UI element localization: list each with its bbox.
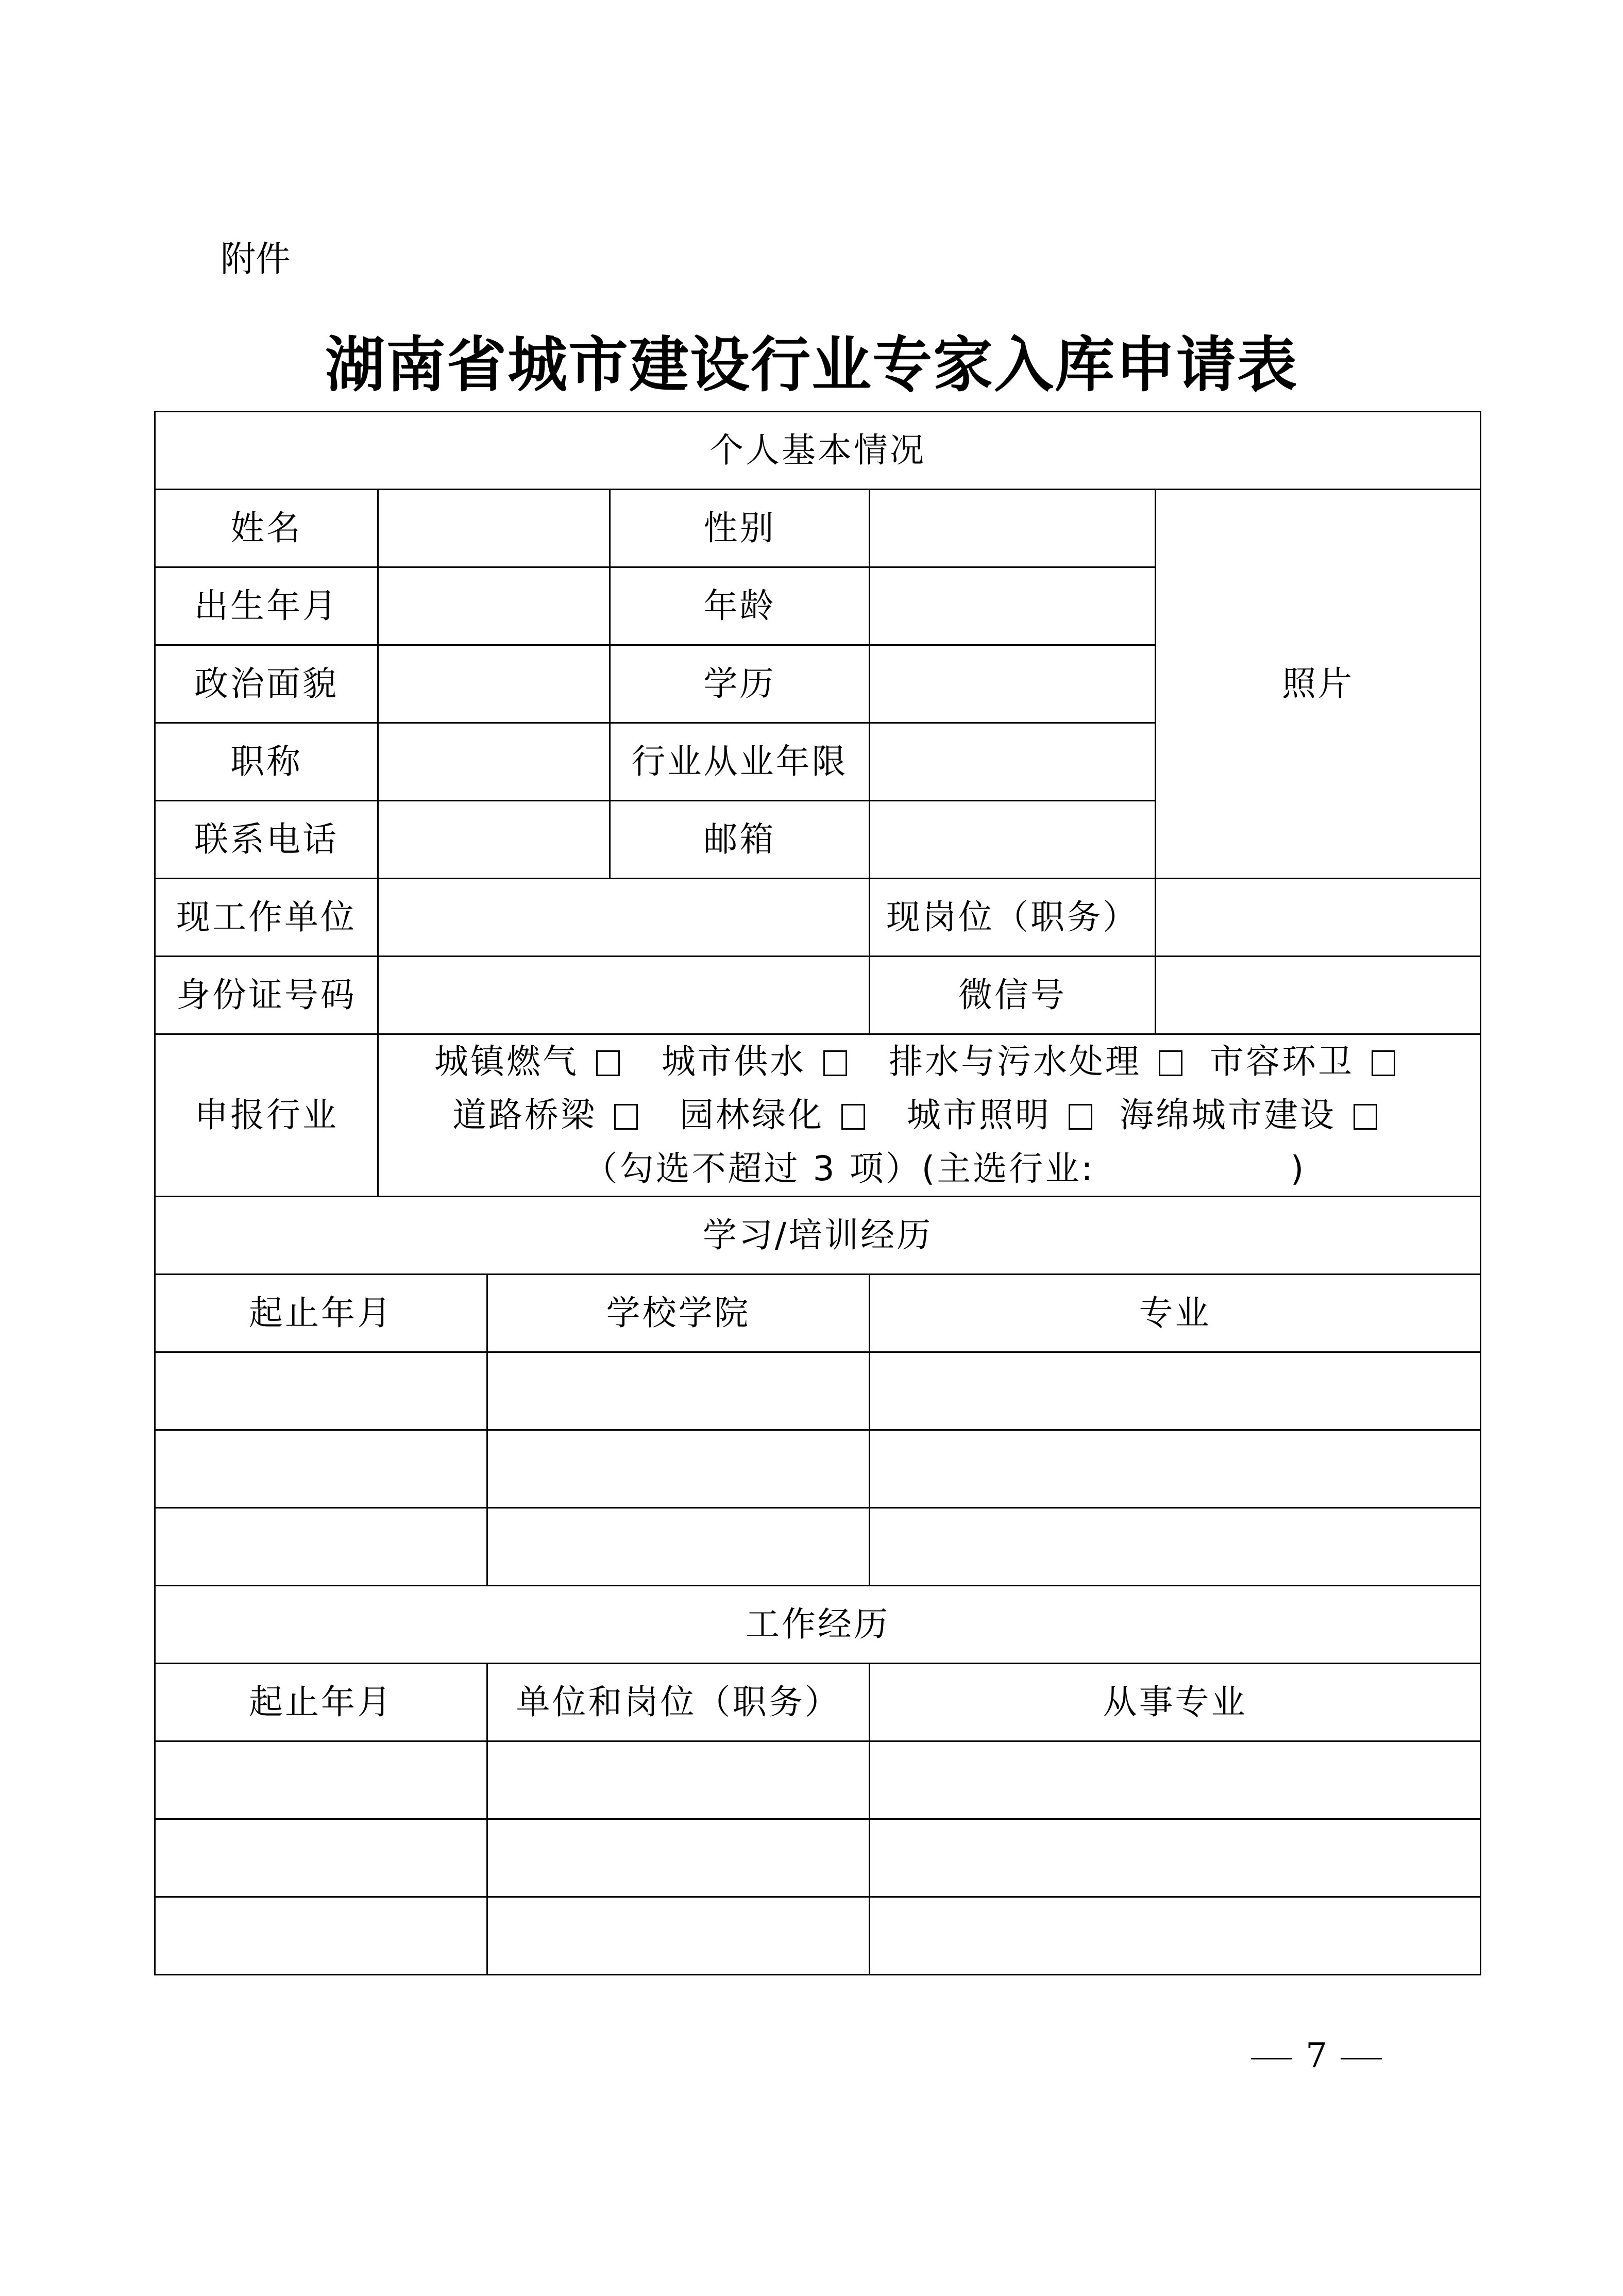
page-number-value: 7: [1306, 2036, 1327, 2075]
field-email[interactable]: [870, 801, 1156, 879]
label-email: 邮箱: [610, 801, 870, 879]
study-cell-school[interactable]: [487, 1430, 870, 1508]
work-cell-specialty[interactable]: [870, 1897, 1481, 1975]
field-gender[interactable]: [870, 490, 1156, 567]
work-header-period: 起止年月: [155, 1664, 487, 1741]
dash-left: [1251, 2058, 1292, 2059]
study-cell-period[interactable]: [155, 1352, 487, 1430]
work-cell-period[interactable]: [155, 1819, 487, 1897]
study-cell-period[interactable]: [155, 1430, 487, 1508]
photo-cell[interactable]: 照片: [1156, 490, 1481, 879]
label-name: 姓名: [155, 490, 378, 567]
label-political: 政治面貌: [155, 645, 378, 723]
section-personal-info: 个人基本情况: [155, 412, 1481, 490]
checkbox-icon[interactable]: [1159, 1050, 1182, 1076]
industry-note: [379, 1142, 1480, 1196]
study-cell-school[interactable]: [487, 1508, 870, 1586]
work-header-specialty: 从事专业: [870, 1664, 1481, 1741]
field-title[interactable]: [378, 723, 610, 801]
checkbox-icon[interactable]: [841, 1104, 865, 1130]
field-age[interactable]: [870, 567, 1156, 645]
form-title: 湖南省城市建设行业专家入库申请表: [325, 330, 1298, 400]
field-wechat[interactable]: [1156, 957, 1481, 1034]
industry-option-label: 城市照明: [906, 1095, 1051, 1135]
industry-option[interactable]: [680, 1095, 880, 1135]
industry-option-label: 排水与污水处理: [888, 1042, 1141, 1081]
study-header-school: 学校学院: [487, 1275, 870, 1352]
field-id-number[interactable]: [378, 957, 870, 1034]
industry-option-label: 园林绿化: [680, 1095, 824, 1135]
work-cell-period[interactable]: [155, 1897, 487, 1975]
work-cell-unit[interactable]: [487, 1897, 870, 1975]
industry-option-label: 海绵城市建设: [1119, 1095, 1336, 1135]
label-years: 行业从业年限: [610, 723, 870, 801]
table-row: [155, 1352, 1481, 1430]
work-cell-unit[interactable]: [487, 1819, 870, 1897]
study-header-major: 专业: [870, 1275, 1481, 1352]
industry-option[interactable]: [907, 1095, 1107, 1135]
industry-line-2: [379, 1088, 1480, 1142]
field-position[interactable]: [1156, 879, 1481, 957]
industry-option[interactable]: [662, 1042, 861, 1081]
study-cell-major[interactable]: [870, 1430, 1481, 1508]
industry-options: [378, 1034, 1481, 1197]
label-gender: 性别: [610, 490, 870, 567]
field-name[interactable]: [378, 490, 610, 567]
industry-option[interactable]: [434, 1042, 634, 1081]
industry-note-suffix: ): [1290, 1149, 1306, 1188]
application-form-table: [154, 411, 1481, 1975]
label-education: 学历: [610, 645, 870, 723]
study-header-period: 起止年月: [155, 1275, 487, 1352]
checkbox-icon[interactable]: [1354, 1104, 1377, 1130]
checkbox-icon[interactable]: [596, 1050, 620, 1076]
table-row: [155, 1741, 1481, 1819]
section-study: 学习/培训经历: [155, 1197, 1481, 1275]
work-header-unit: 单位和岗位（职务）: [487, 1664, 870, 1741]
work-cell-specialty[interactable]: [870, 1741, 1481, 1819]
field-years[interactable]: [870, 723, 1156, 801]
work-cell-period[interactable]: [155, 1741, 487, 1819]
label-phone: 联系电话: [155, 801, 378, 879]
study-cell-major[interactable]: [870, 1352, 1481, 1430]
field-phone[interactable]: [378, 801, 610, 879]
table-row: [155, 1819, 1481, 1897]
label-title: 职称: [155, 723, 378, 801]
checkbox-icon[interactable]: [823, 1050, 847, 1076]
industry-option[interactable]: [452, 1095, 652, 1135]
page-number: [505, 2036, 1623, 2075]
industry-line-1: [379, 1035, 1480, 1088]
table-row: [155, 1897, 1481, 1975]
label-industry: 申报行业: [155, 1034, 378, 1197]
attachment-label: 附件: [221, 239, 291, 280]
study-cell-period[interactable]: [155, 1508, 487, 1586]
industry-option-label: 城镇燃气: [434, 1042, 579, 1081]
section-work: 工作经历: [155, 1586, 1481, 1664]
label-age: 年龄: [610, 567, 870, 645]
label-position: 现岗位（职务）: [870, 879, 1156, 957]
industry-option-label: 市容环卫: [1209, 1042, 1354, 1081]
industry-option-label: 道路桥梁: [452, 1095, 597, 1135]
table-row: [155, 1508, 1481, 1586]
industry-option[interactable]: [1120, 1095, 1392, 1135]
checkbox-icon[interactable]: [1372, 1050, 1395, 1076]
field-education[interactable]: [870, 645, 1156, 723]
study-cell-school[interactable]: [487, 1352, 870, 1430]
dash-right: [1341, 2058, 1382, 2059]
work-cell-specialty[interactable]: [870, 1819, 1481, 1897]
industry-option[interactable]: [889, 1042, 1197, 1081]
study-cell-major[interactable]: [870, 1508, 1481, 1586]
industry-note-prefix: （勾选不超过 3 项）(主选行业:: [583, 1149, 1095, 1188]
field-birth[interactable]: [378, 567, 610, 645]
industry-option[interactable]: [1210, 1042, 1410, 1081]
label-birth: 出生年月: [155, 567, 378, 645]
field-workplace[interactable]: [378, 879, 870, 957]
work-cell-unit[interactable]: [487, 1741, 870, 1819]
label-workplace: 现工作单位: [155, 879, 378, 957]
checkbox-icon[interactable]: [1069, 1104, 1092, 1130]
industry-option-label: 城市供水: [662, 1042, 806, 1081]
label-wechat: 微信号: [870, 957, 1156, 1034]
table-row: [155, 1430, 1481, 1508]
label-id-number: 身份证号码: [155, 957, 378, 1034]
field-political[interactable]: [378, 645, 610, 723]
checkbox-icon[interactable]: [614, 1104, 638, 1130]
